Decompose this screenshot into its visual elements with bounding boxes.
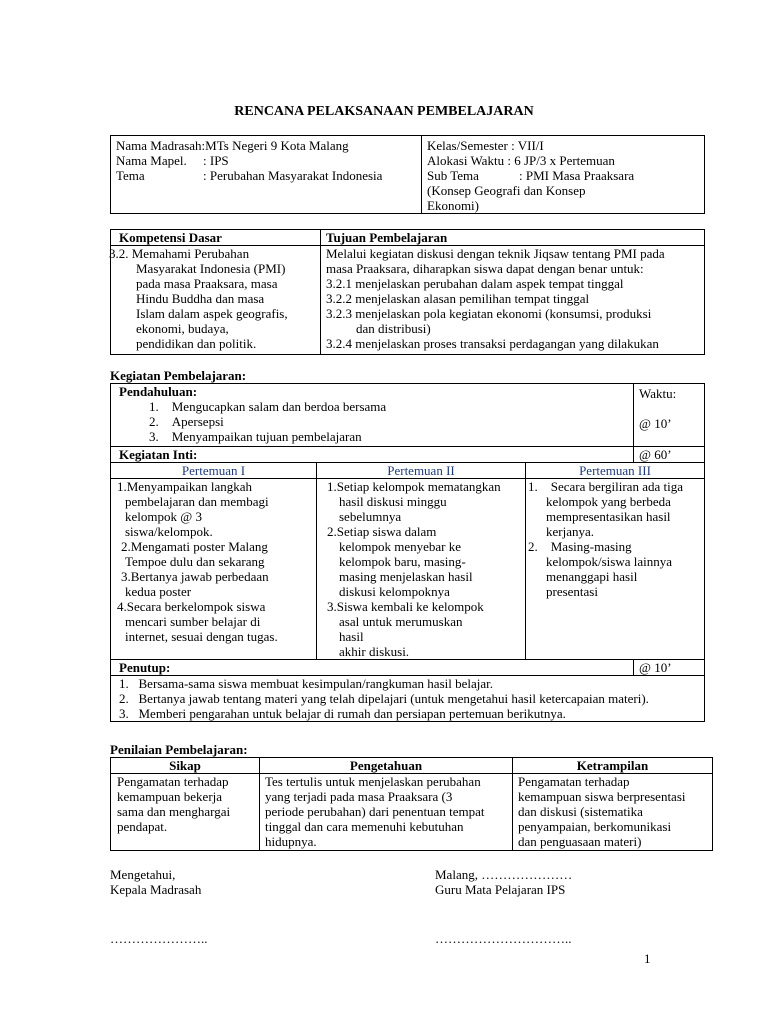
- pertemuan-2-header: Pertemuan II: [317, 463, 526, 479]
- sikap-header: Sikap: [111, 758, 260, 774]
- pertemuan-1-content: 1.Menyampaikan langkah pembelajaran dan membagi kelompok @ 3 siswa/kelompok. 2.Mengamati poster Malang Tempoe dulu dan sekarang 3.Bertanya jawab perbedaan kedua poster 4.Secara berkelompok siswa mencari sumber belajar di internet, sesuai dengan tugas.: [111, 479, 317, 660]
- pertemuan-3-content: 1. Secara bergiliran ada tiga kelompok yang berbeda mempresentasikan hasil kerjanya. 2. Masing-masing kelompok/siswa lainnya menanggapi hasil presentasi: [526, 479, 705, 660]
- pendahuluan-waktu: Waktu: @ 10’: [633, 384, 704, 447]
- penutup-waktu: @ 10’: [633, 660, 704, 676]
- ketrampilan-content: Pengamatan terhadap kemampuan siswa berpresentasi dan diskusi (sistematika penyampaian, berkomunikasi dan penguasaan materi): [513, 774, 713, 851]
- sikap-content: Pengamatan terhadap kemampuan bekerja sama dan menghargai pendapat.: [111, 774, 260, 851]
- inti-waktu: @ 60’: [633, 447, 704, 463]
- pengetahuan-content: Tes tertulis untuk menjelaskan perubahan yang terjadi pada masa Praaksara (3 periode perubahan) dari penentuan tempat tinggal dan cara memenuhi kebutuhan hidupnya.: [260, 774, 513, 851]
- page-number: 1: [644, 951, 651, 966]
- kegiatan-heading: Kegiatan Pembelajaran:: [110, 368, 247, 383]
- tujuan-header: Tujuan Pembelajaran: [321, 230, 705, 246]
- tujuan-content: Melalui kegiatan diskusi dengan teknik Jiqsaw tentang PMI pada masa Praaksara, diharapkan siswa dapat dengan benar untuk: 3.2.1 menjelaskan perubahan dalam aspek tempat tinggal 3.2.2 menjelaskan alasan pemilihan tempat tinggal 3.2.3 menjelaskan pola kegiatan ekonomi (konsumsi, produksi dan distribusi) 3.2.4 menjelaskan proses transaksi perdagangan yang dilakukan: [321, 246, 705, 355]
- penilaian-table: [110, 757, 713, 851]
- pendahuluan-cell: Pendahuluan: 1. Mengucapkan salam dan berdoa bersama 2. Apersepsi 3. Menyampaikan tujuan pembelajaran: [111, 384, 634, 447]
- identity-table: [110, 135, 705, 214]
- penilaian-heading: Penilaian Pembelajaran:: [110, 742, 248, 757]
- kegiatan-table: [110, 383, 705, 722]
- signature-left: Mengetahui, Kepala Madrasah …………………..: [110, 867, 208, 946]
- page-title: RENCANA PELAKSANAAN PEMBELAJARAN: [234, 104, 534, 119]
- identity-right: Kelas/Semester : VII/I Alokasi Waktu : 6 JP/3 x Pertemuan Sub Tema : PMI Masa Praaksara (Konsep Geografi dan Konsep Ekonomi): [422, 136, 705, 214]
- pertemuan-1-header: Pertemuan I: [111, 463, 317, 479]
- pertemuan-3-header: Pertemuan III: [526, 463, 705, 479]
- penutup-content: 1. Bersama-sama siswa membuat kesimpulan/rangkuman hasil belajar. 2. Bertanya jawab tentang materi yang telah dipelajari (untuk mengetahui hasil ketercapaian materi). 3. Memberi pengarahan untuk belajar di rumah dan persiapan pertemuan berikutnya.: [111, 676, 705, 722]
- ketrampilan-header: Ketrampilan: [513, 758, 713, 774]
- kd-content: 3.2. Memahami Perubahan Masyarakat Indonesia (PMI) pada masa Praaksara, masa Hindu Buddha dan masa Islam dalam aspek geografis, ekonomi, budaya, pendidikan dan politik.: [111, 246, 321, 355]
- signature-right: Malang, ………………… Guru Mata Pelajaran IPS …………………………..: [435, 867, 573, 946]
- kd-header: Kompetensi Dasar: [111, 230, 321, 246]
- identity-left: Nama Madrasah:MTs Negeri 9 Kota Malang Nama Mapel. : IPS Tema : Perubahan Masyarakat Indonesia: [111, 136, 422, 214]
- kd-table: [110, 229, 705, 355]
- pertemuan-2-content: 1.Setiap kelompok mematangkan hasil diskusi minggu sebelumnya 2.Setiap siswa dalam kelompok menyebar ke kelompok baru, masing- masing menjelaskan hasil diskusi kelompoknya 3.Siswa kembali ke kelompok asal untuk merumuskan hasil akhir diskusi.: [317, 479, 526, 660]
- inti-label: Kegiatan Inti:: [111, 447, 634, 463]
- penutup-label: Penutup:: [111, 660, 634, 676]
- pengetahuan-header: Pengetahuan: [260, 758, 513, 774]
